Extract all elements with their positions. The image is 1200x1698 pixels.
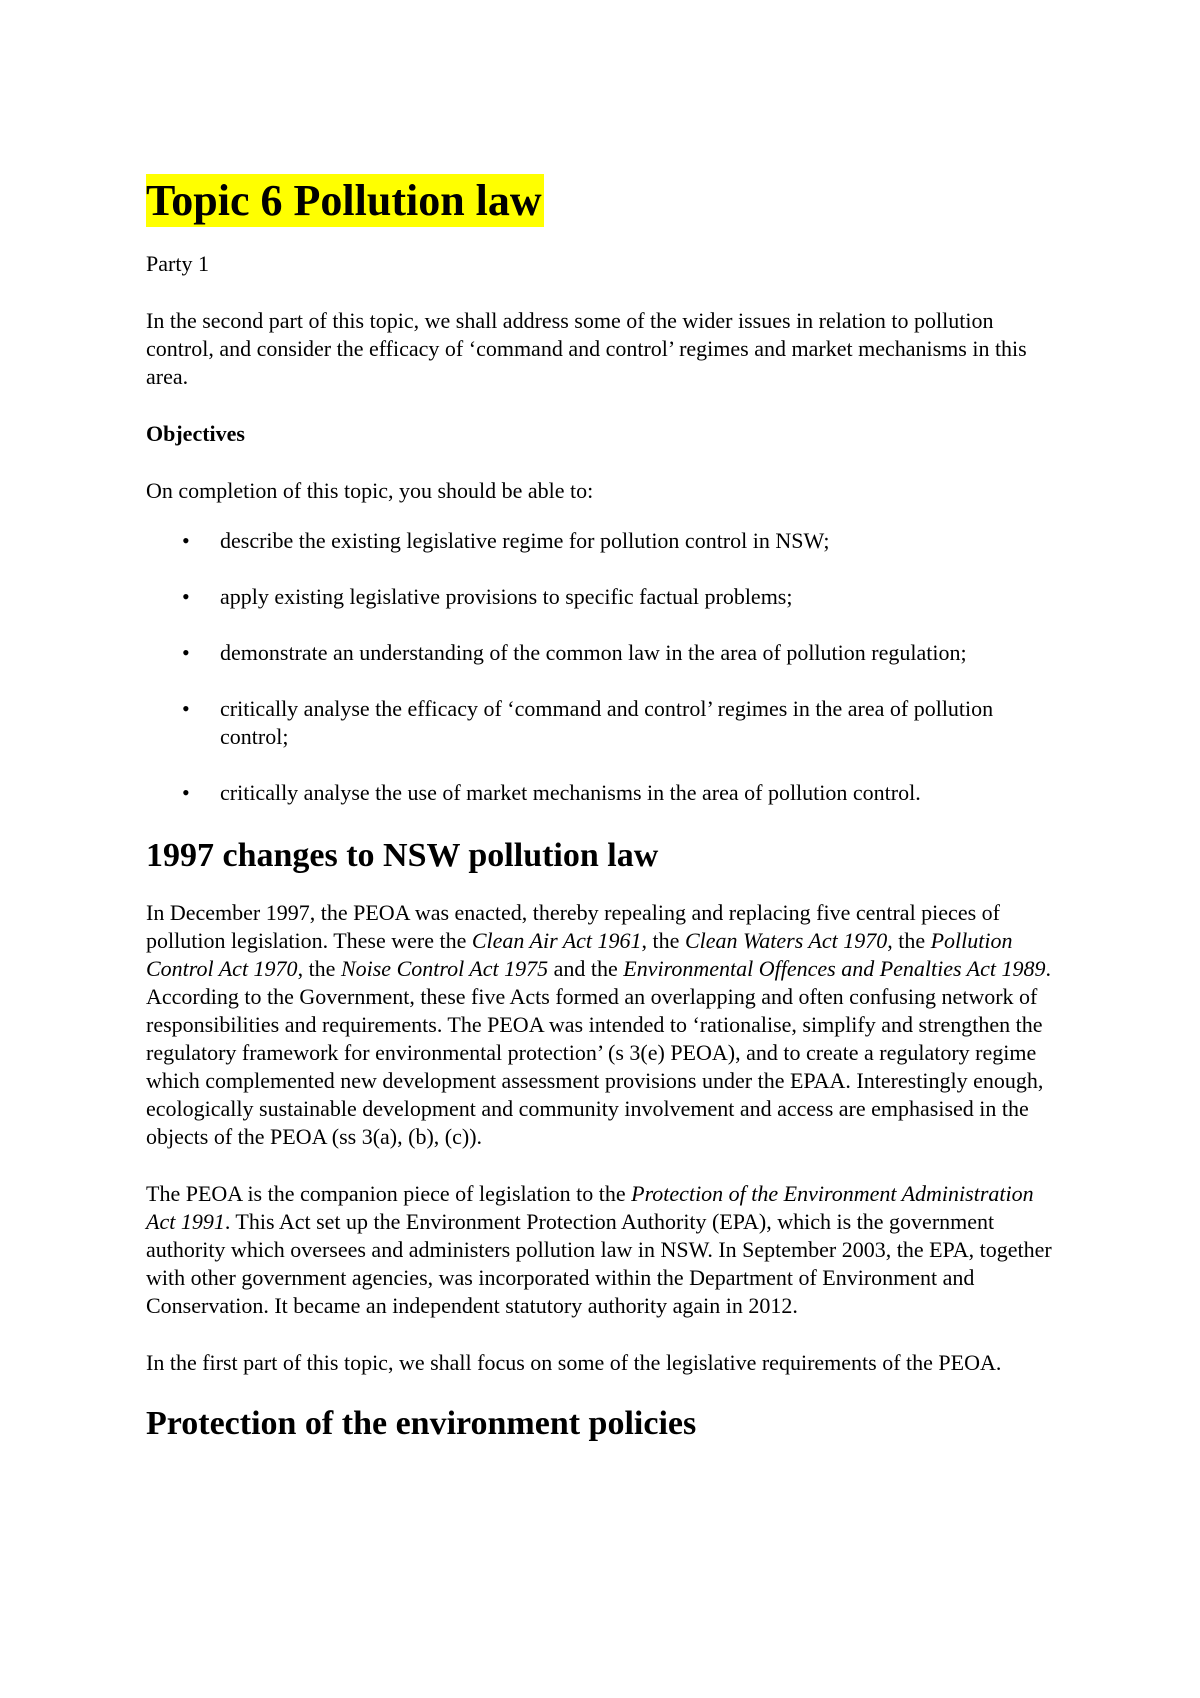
section-heading-1997-changes: 1997 changes to NSW pollution law (146, 837, 659, 874)
text-run: . According to the Government, these five Acts formed an overlapping and often confusing network of responsibilities and requirements. The PEOA was intended to ‘rationalise, simplify and strengthen the regulatory framework for environmental protection’ (s 3(e) PEOA), and to create a regulatory regime which complemented new development assessment provisions under the EPAA. Interestingly enough, ecologically sustainable development and community involvement and access are emphasised in the objects of the PEOA (ss 3(a), (b), (c)). (146, 956, 1051, 1149)
list-item (146, 527, 1066, 555)
highlighted-title: Topic 6 Pollution law (146, 176, 542, 225)
text-run: . This Act set up the Environment Protection Authority (EPA), which is the government authority which oversees and administers pollution law in NSW. In September 2003, the EPA, together with other government agencies, was incorporated within the Department of Environment and Conservation. It became an independent statutory authority again in 2012. (146, 1209, 1052, 1318)
objective-text: critically analyse the use of market mechanisms in the area of pollution control. (220, 780, 921, 805)
act-citation: Clean Waters Act 1970 (684, 928, 888, 953)
act-citation: Protection of the Environment Administration Act 1991 (146, 1181, 1034, 1234)
bullet-icon: • (182, 780, 190, 805)
list-item (146, 695, 1066, 751)
objective-text: describe the existing legislative regime for pollution control in NSW; (220, 528, 830, 553)
objective-text: demonstrate an understanding of the common law in the area of pollution regulation; (220, 640, 967, 665)
intro-paragraph: In the second part of this topic, we shall address some of the wider issues in relation to pollution control, and consider the efficacy of ‘command and control’ regimes and market mechanisms in this area. (146, 308, 1027, 389)
bullet-icon: • (182, 696, 190, 721)
text-run: , the (887, 928, 931, 953)
list-item (146, 583, 1066, 611)
objectives-heading: Objectives (146, 421, 245, 446)
text-run: , the (641, 928, 685, 953)
document-page (146, 174, 1066, 1445)
objectives-list (146, 527, 1066, 807)
bullet-icon: • (182, 584, 190, 609)
bullet-icon: • (182, 528, 190, 553)
text-run: In December 1997, the PEOA was enacted, thereby repealing and replacing five central pieces of pollution legislation. These were the (146, 900, 1000, 953)
act-citation: Environmental Offences and Penalties Act 1989 (623, 956, 1046, 981)
body-paragraph-first-part: In the first part of this topic, we shall focus on some of the legislative requirements of the PEOA. (146, 1350, 1002, 1375)
text-run: and the (548, 956, 624, 981)
page-title (146, 174, 1066, 228)
body-paragraph-companion-legislation (146, 1180, 1066, 1320)
part-label: Party 1 (146, 251, 209, 276)
objective-text: critically analyse the efficacy of ‘command and control’ regimes in the area of pollution control; (220, 696, 994, 749)
objective-text: apply existing legislative provisions to specific factual problems; (220, 584, 793, 609)
list-item (146, 639, 1066, 667)
objectives-lead: On completion of this topic, you should be able to: (146, 478, 594, 503)
text-run: , the (297, 956, 341, 981)
body-paragraph-peoa-enacted (146, 899, 1066, 1151)
bullet-icon: • (182, 640, 190, 665)
section-heading-protection-policies: Protection of the environment policies (146, 1405, 697, 1442)
text-run: The PEOA is the companion piece of legislation to the (146, 1181, 632, 1206)
act-citation: Noise Control Act 1975 (340, 956, 549, 981)
act-citation: Pollution Control Act 1970 (146, 928, 1013, 981)
list-item (146, 779, 1066, 807)
act-citation: Clean Air Act 1961 (471, 928, 642, 953)
